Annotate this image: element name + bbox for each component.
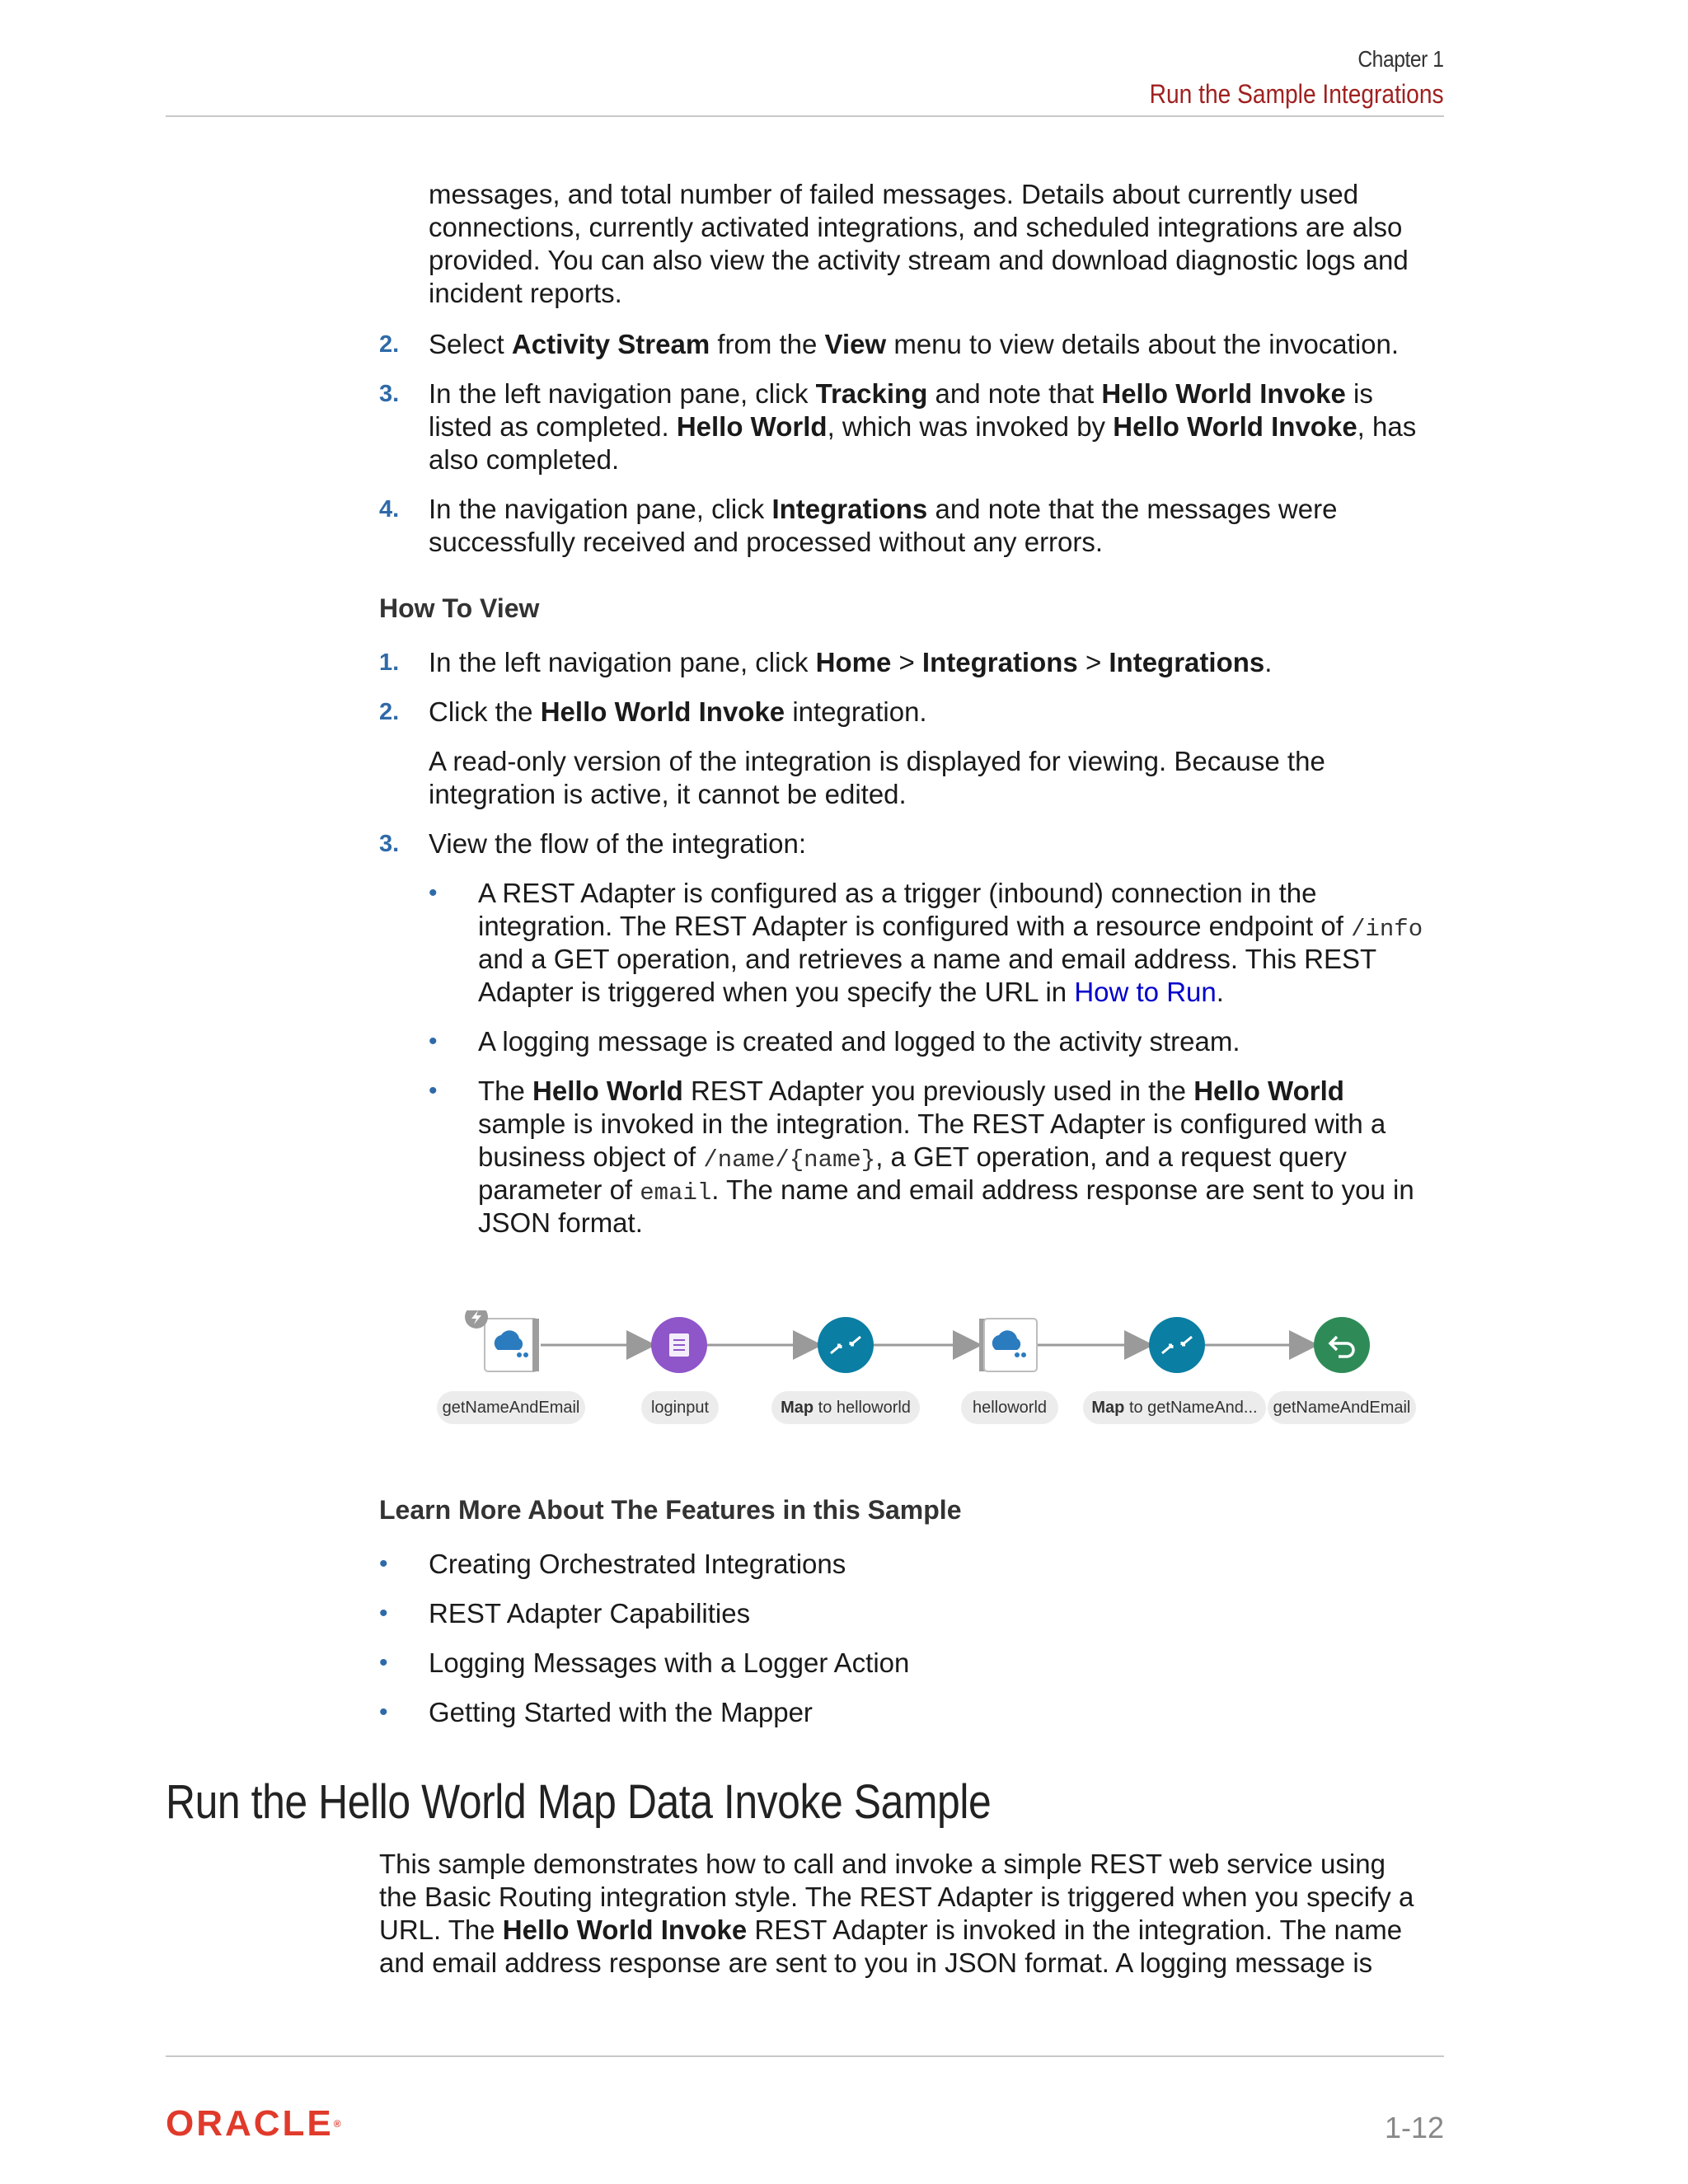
bullet-icon: •	[429, 1028, 438, 1055]
section-title: Run the Hello World Map Data Invoke Sample	[166, 1775, 992, 1829]
view-step-2-note-2: integration is active, it cannot be edited.	[429, 779, 907, 809]
step-3-line-3: also completed.	[429, 444, 620, 475]
learn-more-item[interactable]: REST Adapter Capabilities	[429, 1598, 751, 1629]
intro-line-3: provided. You can also view the activity stream and download diagnostic logs and	[429, 245, 1409, 275]
bullet-1-line-3: and a GET operation, and retrieves a name and email address. This REST	[478, 944, 1377, 974]
section2-line-1: This sample demonstrates how to call and invoke a simple REST web service using	[379, 1849, 1386, 1879]
bullet-icon: •	[379, 1699, 388, 1726]
bullet-1-line-1: A REST Adapter is configured as a trigger (inbound) connection in the	[478, 878, 1317, 908]
how-to-view-heading: How To View	[379, 593, 540, 623]
bullet-icon: •	[429, 1077, 438, 1104]
page-number: 1-12	[1384, 2111, 1444, 2144]
learn-more-item[interactable]: Logging Messages with a Logger Action	[429, 1647, 910, 1678]
chapter-label: Chapter 1	[1357, 46, 1444, 72]
bullet-3-line-1: The Hello World REST Adapter you previously used in the Hello World	[478, 1076, 1344, 1106]
oracle-logo: ORACLE®	[166, 2103, 341, 2144]
code-name-path: /name/{name}	[703, 1146, 876, 1174]
learn-more-item[interactable]: Getting Started with the Mapper	[429, 1697, 813, 1727]
rest-invoke-icon[interactable]	[979, 1319, 1037, 1371]
node-label-loginput[interactable]: loginput	[641, 1391, 719, 1424]
intro-line-2: connections, currently activated integrations, and scheduled integrations are also	[429, 212, 1403, 242]
bullet-icon: •	[379, 1600, 388, 1627]
step-number: 1.	[379, 649, 400, 676]
node-label-get-name-and-email-return[interactable]: getNameAndEmail	[1268, 1391, 1416, 1424]
bullet-3-line-3: business object of /name/{name}, a GET operation, and a request query	[478, 1141, 1347, 1174]
bullet-icon: •	[429, 879, 438, 907]
mapper-icon[interactable]	[1149, 1317, 1205, 1373]
bullet-3-line-2: sample is invoked in the integration. The REST Adapter is configured with a	[478, 1108, 1386, 1139]
step-4-line-2: successfully received and processed without any errors.	[429, 527, 1104, 557]
node-label-map-to-get-name-and[interactable]: Map to getNameAnd...	[1083, 1391, 1266, 1424]
view-step-1-text: In the left navigation pane, click Home > Integrations > Integrations.	[429, 647, 1273, 677]
node-label-get-name-and-email[interactable]: getNameAndEmail	[437, 1391, 585, 1424]
view-step-2-text: Click the Hello World Invoke integration.	[429, 696, 927, 727]
intro-line-1: messages, and total number of failed messages. Details about currently used	[429, 179, 1359, 209]
mapper-icon[interactable]	[818, 1317, 874, 1373]
rest-trigger-icon[interactable]	[465, 1310, 539, 1371]
bullet-1-line-2: integration. The REST Adapter is configured with a resource endpoint of /info	[478, 911, 1423, 943]
bullet-icon: •	[379, 1649, 388, 1676]
bullet-2-text: A logging message is created and logged to the activity stream.	[478, 1026, 1240, 1057]
step-number: 2.	[379, 699, 400, 725]
step-number: 3.	[379, 381, 400, 407]
how-to-run-link[interactable]: How to Run	[1074, 977, 1217, 1007]
code-info: /info	[1351, 916, 1423, 943]
section-label: Run the Sample Integrations	[1150, 79, 1444, 109]
section2-line-4: and email address response are sent to you in JSON format. A logging message is	[379, 1947, 1373, 1978]
learn-more-item[interactable]: Creating Orchestrated Integrations	[429, 1549, 846, 1579]
node-label-map-to-helloworld[interactable]: Map to helloworld	[771, 1391, 920, 1424]
code-email: email	[640, 1179, 712, 1207]
bullet-3-line-5: JSON format.	[478, 1207, 643, 1238]
section2-line-2: the Basic Routing integration style. The REST Adapter is triggered when you specify a	[379, 1882, 1414, 1912]
bullet-3-line-4: parameter of email. The name and email address response are sent to you in	[478, 1174, 1414, 1207]
step-2-text: Select Activity Stream from the View menu to view details about the invocation.	[429, 329, 1400, 359]
learn-more-heading: Learn More About The Features in this Sample	[379, 1495, 962, 1525]
section2-line-3: URL. The Hello World Invoke REST Adapter is invoked in the integration. The name	[379, 1915, 1403, 1945]
flow-canvas	[429, 1310, 1451, 1393]
bullet-icon: •	[379, 1550, 388, 1577]
bullet-1-line-4: Adapter is triggered when you specify the URL in How to Run.	[478, 977, 1224, 1007]
footer-rule	[166, 2055, 1444, 2057]
node-label-helloworld[interactable]: helloworld	[961, 1391, 1058, 1424]
integration-flow-diagram	[429, 1310, 1451, 1426]
view-step-3-text: View the flow of the integration:	[429, 828, 807, 859]
step-number: 3.	[379, 831, 400, 857]
step-3-line-2: listed as completed. Hello World, which was invoked by Hello World Invoke, has	[429, 411, 1417, 442]
step-3-line-1: In the left navigation pane, click Tracking and note that Hello World Invoke is	[429, 378, 1373, 409]
view-step-2-note-1: A read-only version of the integration is displayed for viewing. Because the	[429, 746, 1325, 776]
running-header	[1109, 43, 1444, 112]
step-number: 4.	[379, 496, 400, 523]
return-icon[interactable]	[1314, 1317, 1370, 1373]
step-number: 2.	[379, 331, 400, 358]
header-rule	[166, 115, 1444, 117]
intro-line-4: incident reports.	[429, 278, 622, 308]
step-4-line-1: In the navigation pane, click Integrations and note that the messages were	[429, 494, 1338, 524]
logger-icon[interactable]	[651, 1317, 707, 1373]
